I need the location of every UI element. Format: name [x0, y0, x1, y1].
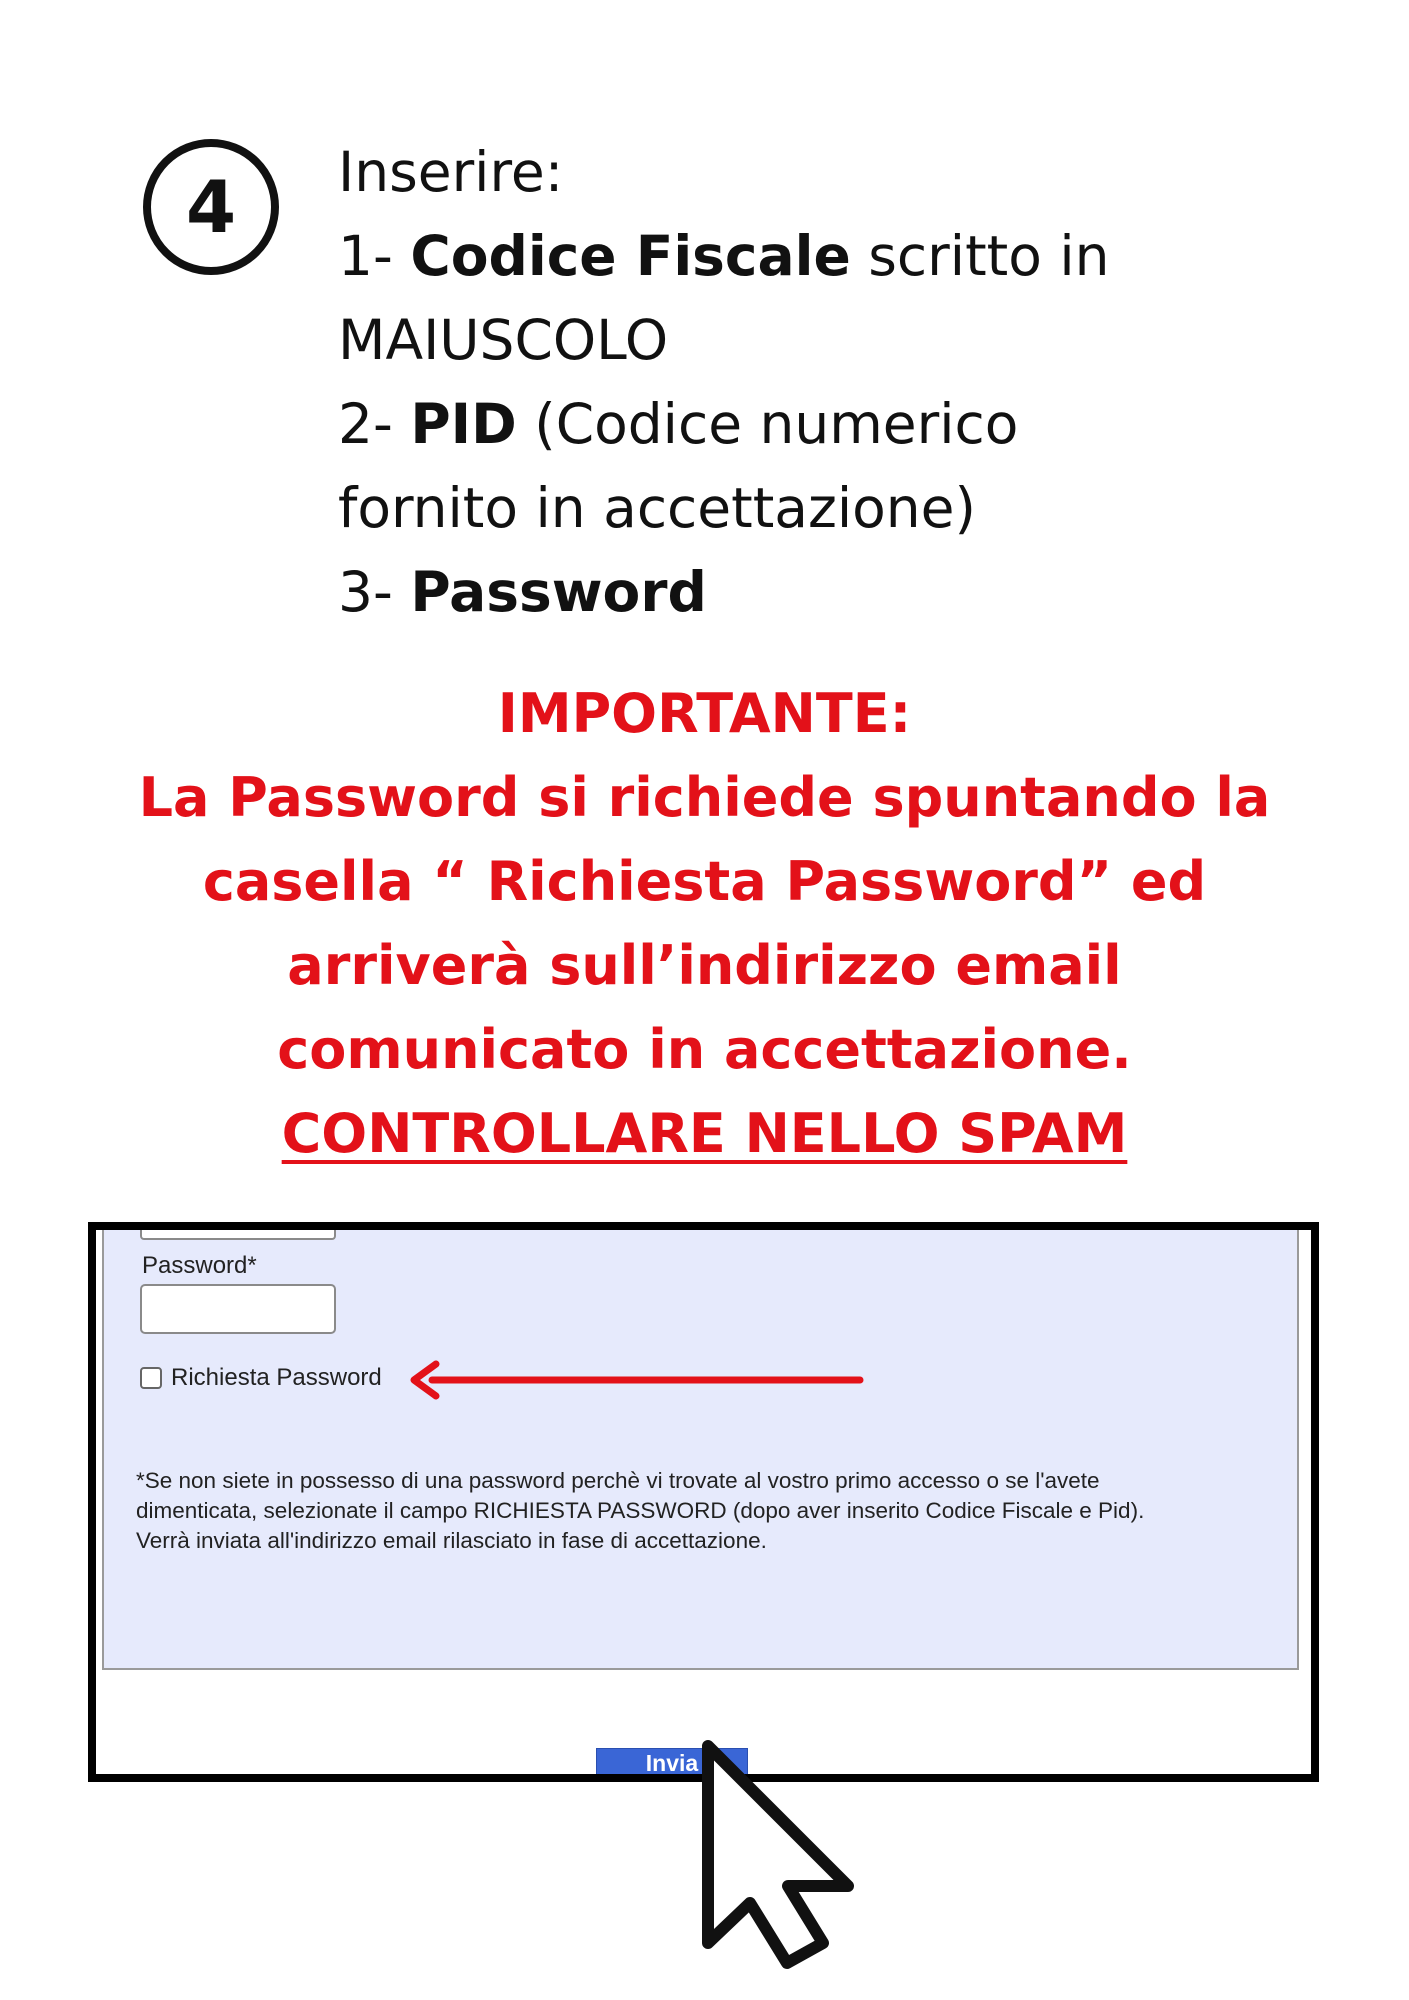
note-line-1: *Se non siete in possesso di una password perchè vi trovate al vostro primo accesso o se l'avete — [136, 1468, 1100, 1493]
item2-bold: PID — [410, 392, 517, 456]
password-label: Password* — [142, 1252, 257, 1279]
request-password-row[interactable] — [140, 1364, 382, 1392]
important-heading: IMPORTANTE: — [497, 682, 912, 745]
instruction-item-1 — [338, 214, 1358, 298]
note-line-3: Verrà inviata all'indirizzo email rilasciato in fase di accettazione. — [136, 1528, 767, 1553]
item1-prefix: 1- — [338, 224, 411, 288]
step-number: 4 — [185, 165, 237, 249]
item3-bold: Password — [410, 560, 707, 624]
item1-rest: scritto in — [850, 224, 1110, 288]
item1-bold: Codice Fiscale — [410, 224, 851, 288]
item3-prefix: 3- — [338, 560, 411, 624]
request-password-label[interactable]: Richiesta Password — [171, 1364, 382, 1391]
left-arrow-icon — [404, 1358, 864, 1402]
instruction-item-1-cont: MAIUSCOLO — [338, 308, 669, 372]
pid-input[interactable] — [140, 1222, 336, 1240]
instruction-item-3 — [338, 550, 1358, 634]
spam-warning: CONTROLLARE NELLO SPAM — [281, 1102, 1128, 1165]
important-line-3: arriverà sull’indirizzo email — [287, 934, 1122, 997]
mouse-pointer-icon — [700, 1738, 860, 1978]
step-number-badge — [143, 139, 279, 275]
important-line-2: casella “ Richiesta Password” ed — [202, 850, 1207, 913]
request-password-checkbox[interactable] — [140, 1367, 162, 1389]
form-panel — [102, 1230, 1299, 1670]
instructions-intro: Inserire: — [338, 140, 564, 204]
important-line-1: La Password si richiede spuntando la — [138, 766, 1271, 829]
important-line-4: comunicato in accettazione. — [277, 1018, 1132, 1081]
item2-rest: (Codice numerico — [516, 392, 1019, 456]
password-input[interactable] — [140, 1284, 336, 1334]
instruction-item-2 — [338, 382, 1358, 466]
important-notice — [60, 672, 1349, 1176]
login-form-screenshot — [88, 1222, 1319, 1782]
submit-button[interactable]: Invia — [596, 1748, 748, 1778]
note-line-2: dimenticata, selezionate il campo RICHIESTA PASSWORD (dopo aver inserito Codice Fiscale e Pid). — [136, 1498, 1145, 1523]
item2-prefix: 2- — [338, 392, 411, 456]
instructions-block — [338, 130, 1358, 634]
instruction-item-2-cont: fornito in accettazione) — [338, 476, 976, 540]
password-help-note — [136, 1466, 1286, 1556]
